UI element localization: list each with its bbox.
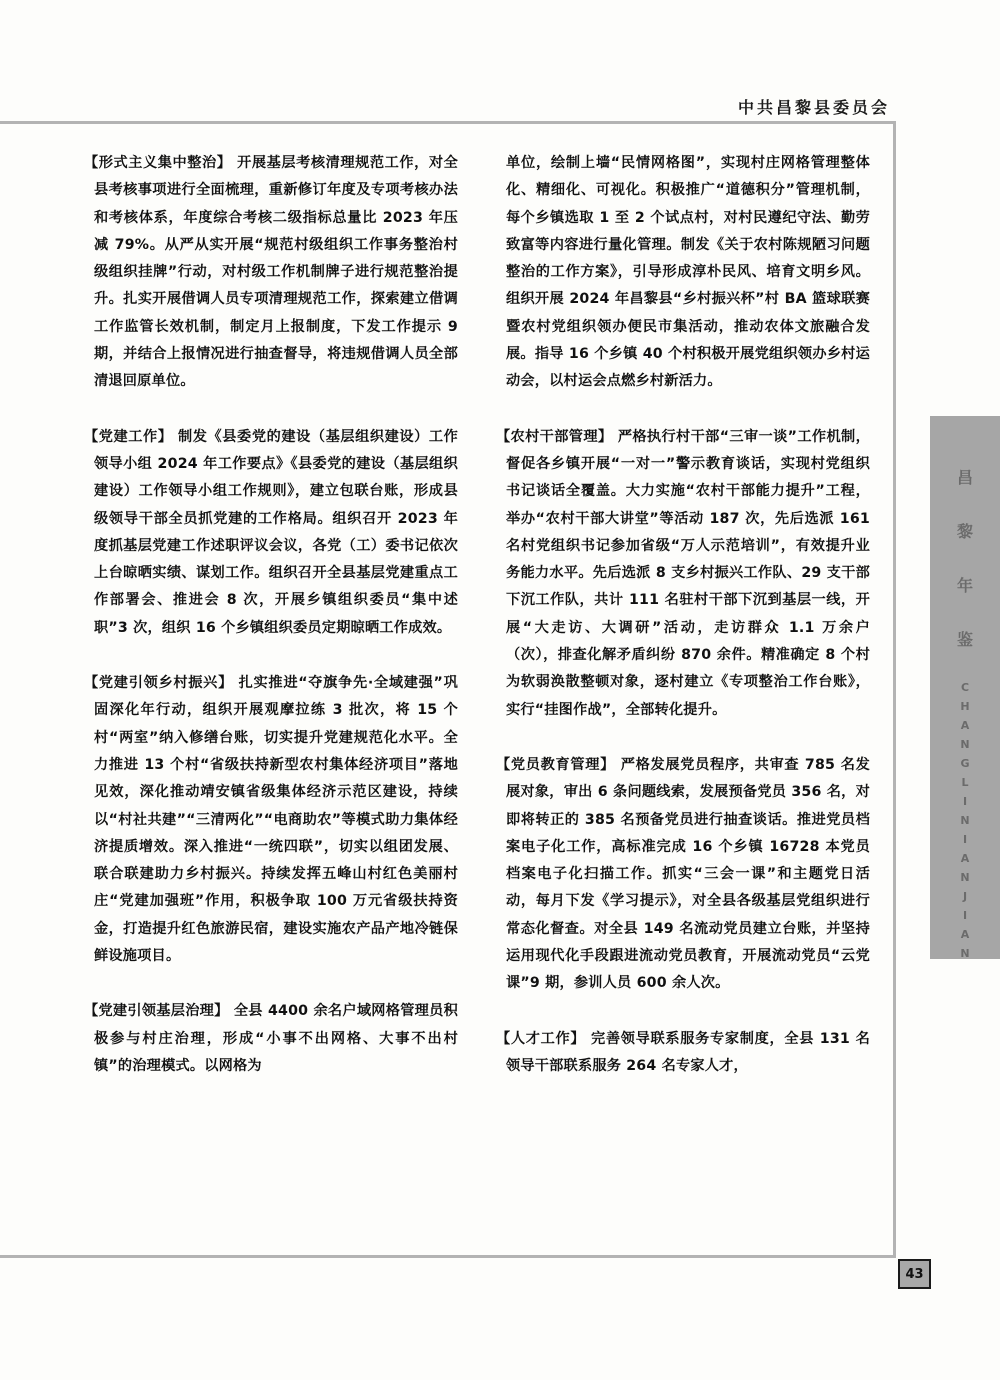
section-continuation: 单位，绘制上墙“民情网格图”，实现村庄网格管理整体化、精细化、可视化。积极推广“道德积分”管理机制，每个乡镇选取 1 至 2 个试点村，对村民遵纪守法、勤劳致富等内容进行量化管理。制发《关于农村陈规陋习问题整治的工作方案》，引导形成淳朴民风、培育文明乡风。组织开展 2024 年昌黎县“乡村振兴杯”村 BA 篮球联赛暨农村党组织领办便民市集活动，推动农体文旅融合发展。指导 16 个乡镇 40 个村积极开展党组织领办乡村运动会，以村运会点燃乡村新活力。 — [506, 155, 870, 390]
pinyin-letter: N — [960, 814, 970, 827]
section-body: 开展基层考核清理规范工作，对全县考核事项进行全面梳理，重新修订年度及专项考核办法和考核体系，年度综合考核二级指标总量比 2023 年压减 79%。从严从实开展“规范村级组织工作事务整治村级组织挂牌”行动，对村级工作机制牌子进行规范整治提升。扎实开展借调人员专项清理规范工作，探索建立借调工作监管长效机制，制定月上报制度，下发工作提示 9 期，并结合上报情况进行抽查督导，将违规借调人员全部清退回原单位。 — [94, 155, 458, 390]
side-tab-pinyin — [960, 678, 969, 963]
pinyin-letter: G — [960, 757, 970, 770]
pinyin-letter: N — [960, 947, 970, 960]
section-rural-revitalization — [84, 670, 458, 970]
left-column — [84, 150, 459, 1108]
section-heading: 【党建引领乡村振兴】 — [84, 675, 233, 692]
right-column — [496, 150, 871, 1108]
side-tab-char: 黎 — [956, 522, 973, 541]
running-header-title: 中共昌黎县委员会 — [738, 98, 891, 117]
pinyin-letter: I — [962, 909, 968, 922]
side-tab-char: 鉴 — [956, 630, 973, 649]
section-heading: 【人才工作】 — [496, 1030, 586, 1047]
pinyin-letter: A — [960, 928, 970, 941]
pinyin-letter: A — [960, 852, 970, 865]
pinyin-letter: J — [962, 890, 968, 903]
section-body: 严格发展党员程序，共审查 785 名发展对象，审出 6 条问题线索，发展预备党员 356 名，对即将转正的 385 名预备党员进行抽查谈话。推进党员档案电子化工作，高标准完成 16 个乡镇 16728 本党员档案电子化扫描工作。抓实“三会一课”和主题党日活动，每月下发《学习提示》，对全县各级基层党组织进行常态化督查。对全县 149 名流动党员建立台账，并坚持运用现代化手段跟进流动党员教育，开展流动党员“云党课”9 期，参训人员 600 余人次。 — [506, 756, 870, 992]
section-heading: 【党员教育管理】 — [496, 756, 616, 773]
pinyin-letter: I — [962, 833, 968, 846]
side-tab-char: 年 — [956, 576, 973, 595]
section-party-building-work — [84, 424, 459, 642]
pinyin-letter: C — [960, 681, 970, 694]
section-grassroots-governance — [84, 998, 458, 1080]
pinyin-letter: L — [961, 776, 969, 789]
section-body: 扎实推进“夺旗争先·全域建强”巩固深化年行动，组织开展观摩拉练 3 批次，将 15 个村“两室”纳入修缮台账，切实提升党建规范化水平。全力推进 13 个村“省级扶持新型农村集体经济项目”落地见效，深化推动靖安镇省级集体经济示范区建设，持续以“村社共建”“三清两化”“电商助农”等模式助力集体经济提质增效。深入推进“一统四联”，切实以组团发展、联合联建助力乡村振兴。持续发挥五峰山村红色美丽村庄“党建加强班”作用，积极争取 100 万元省级扶持资金，打造提升红色旅游民宿，建设实施农产品产地冷链保鲜设施项目。 — [94, 675, 458, 965]
section-body: 严格执行村干部“三审一谈”工作机制，督促各乡镇开展“一对一”警示教育谈话，实现村党组织书记谈话全覆盖。大力实施“农村干部能力提升”工程，举办“农村干部大讲堂”等活动 187 次，先后选派 161 名村党组织书记参加省级“万人示范培训”，有效提升业务能力水平。先后选派 8 支乡村振兴工作队、29 支干部下沉工作队，共计 111 名驻村干部下沉到基层一线，开展“大走访、大调研”活动，走访群众 1.1 万余户（次），排查化解矛盾纠纷 870 余件。精准确定 8 个村为软弱涣散整顿对象，逐村建立《专项整治工作台账》，实行“挂图作战”，全部转化提升。 — [506, 428, 871, 718]
section-heading: 【农村干部管理】 — [496, 428, 613, 445]
section-party-member-education — [496, 752, 870, 998]
pinyin-letter: H — [960, 700, 970, 713]
section-heading: 【形式主义集中整治】 — [84, 155, 232, 171]
pinyin-letter: N — [960, 738, 970, 751]
section-heading: 【党建工作】 — [84, 428, 173, 445]
section-heading: 【党建引领基层治理】 — [84, 1003, 229, 1020]
section-formalism-rectification — [84, 150, 458, 396]
pinyin-letter: N — [960, 871, 970, 884]
section-body: 全县 4400 余名户域网格管理员积极参与村庄治理，形成“小事不出网格、大事不出村镇”的治理模式。以网格为 — [94, 1003, 458, 1074]
pinyin-letter: I — [962, 795, 968, 808]
yearbook-side-tab — [930, 416, 1000, 959]
page-number: 43 — [898, 1259, 931, 1289]
side-tab-char: 昌 — [956, 468, 973, 487]
section-body: 制发《县委党的建设（基层组织建设）工作领导小组 2024 年工作要点》《县委党的建设（基层组织建设）工作领导小组工作规则》，建立包联台账，形成县级领导干部全员抓党建的工作格局。组织召开 2023 年度抓基层党建工作述职评议会议，各党（工）委书记依次上台晾晒实绩、谋划工作。组织召开全县基层党建重点工作部署会、推进会 8 次，开展乡镇组织委员“集中述职”3 次，组织 16 个乡镇组织委员定期晾晒工作成效。 — [94, 428, 459, 636]
pinyin-letter: A — [960, 719, 970, 732]
section-talent-work — [496, 1026, 871, 1081]
section-body: 完善领导联系服务专家制度，全县 131 名领导干部联系服务 264 名专家人才， — [506, 1030, 871, 1074]
section-rural-cadre-management — [496, 424, 871, 724]
